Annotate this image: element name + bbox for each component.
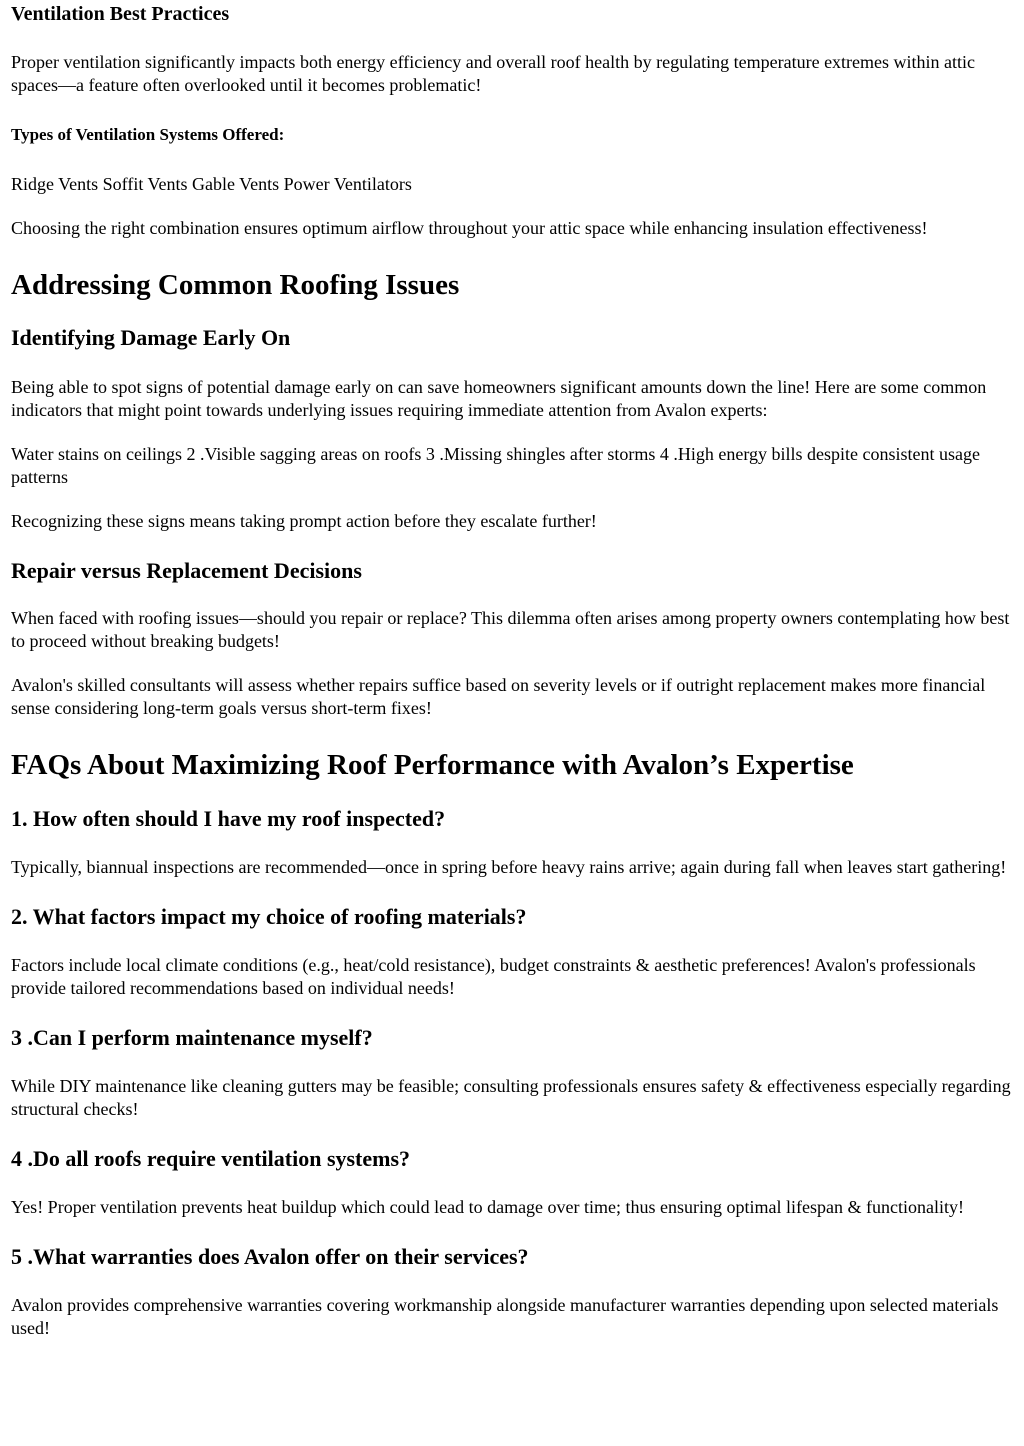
ventilation-types-heading: Types of Ventilation Systems Offered: [11,125,285,144]
faq-question-1: 1. How often should I have my roof inspected? [11,806,446,831]
faq-answer-1: Typically, biannual inspections are recommended—once in spring before heavy rains arrive; again during fall when leaves start gathering! [11,857,1007,877]
damage-heading: Identifying Damage Early On [11,325,291,350]
ventilation-types-list: Ridge Vents Soffit Vents Gable Vents Power Ventilators [11,174,412,194]
faq-question-3: 3 .Can I perform maintenance myself? [11,1025,373,1050]
repair-heading: Repair versus Replacement Decisions [11,558,362,583]
faq-answer-3: While DIY maintenance like cleaning gutters may be feasible; consulting professionals ensures safety & effectiveness especially regarding structural checks! [11,1076,1011,1119]
faq-question-2: 2. What factors impact my choice of roofing materials? [11,904,527,929]
damage-closing: Recognizing these signs means taking prompt action before they escalate further! [11,511,597,531]
ventilation-heading: Ventilation Best Practices [11,3,230,25]
damage-list: Water stains on ceilings 2 .Visible sagging areas on roofs 3 .Missing shingles after storms 4 .High energy bills despite consistent usage patterns [11,444,980,487]
ventilation-intro: Proper ventilation significantly impacts both energy efficiency and overall roof health by regulating temperature extremes within attic spaces—a feature often overlooked until it becomes problematic! [11,52,976,95]
ventilation-closing: Choosing the right combination ensures optimum airflow throughout your attic space while enhancing insulation effectiveness! [11,218,928,238]
issues-heading: Addressing Common Roofing Issues [11,269,460,301]
repair-p2: Avalon's skilled consultants will assess whether repairs suffice based on severity levels or if outright replacement makes more financial sense considering long-term goals versus short-term fixes! [11,675,986,718]
faq-answer-2: Factors include local climate conditions (e.g., heat/cold resistance), budget constraints & aesthetic preferences! Avalon's professionals provide tailored recommendations based on individual needs! [11,955,976,998]
damage-intro: Being able to spot signs of potential damage early on can save homeowners significant amounts down the line! Here are some common indicators that might point towards underlying issues requiring immediate attention from Avalon experts: [11,377,987,420]
faq-question-4: 4 .Do all roofs require ventilation systems? [11,1146,411,1171]
faq-question-5: 5 .What warranties does Avalon offer on their services? [11,1244,529,1269]
repair-p1: When faced with roofing issues—should you repair or replace? This dilemma often arises among property owners contemplating how best to proceed without breaking budgets! [11,608,1010,651]
faq-answer-4: Yes! Proper ventilation prevents heat buildup which could lead to damage over time; thus ensuring optimal lifespan & functionality! [11,1197,964,1217]
faqs-heading: FAQs About Maximizing Roof Performance with Avalon’s Expertise [11,749,854,781]
faq-answer-5: Avalon provides comprehensive warranties covering workmanship alongside manufacturer warranties depending upon selected materials used! [11,1295,999,1338]
